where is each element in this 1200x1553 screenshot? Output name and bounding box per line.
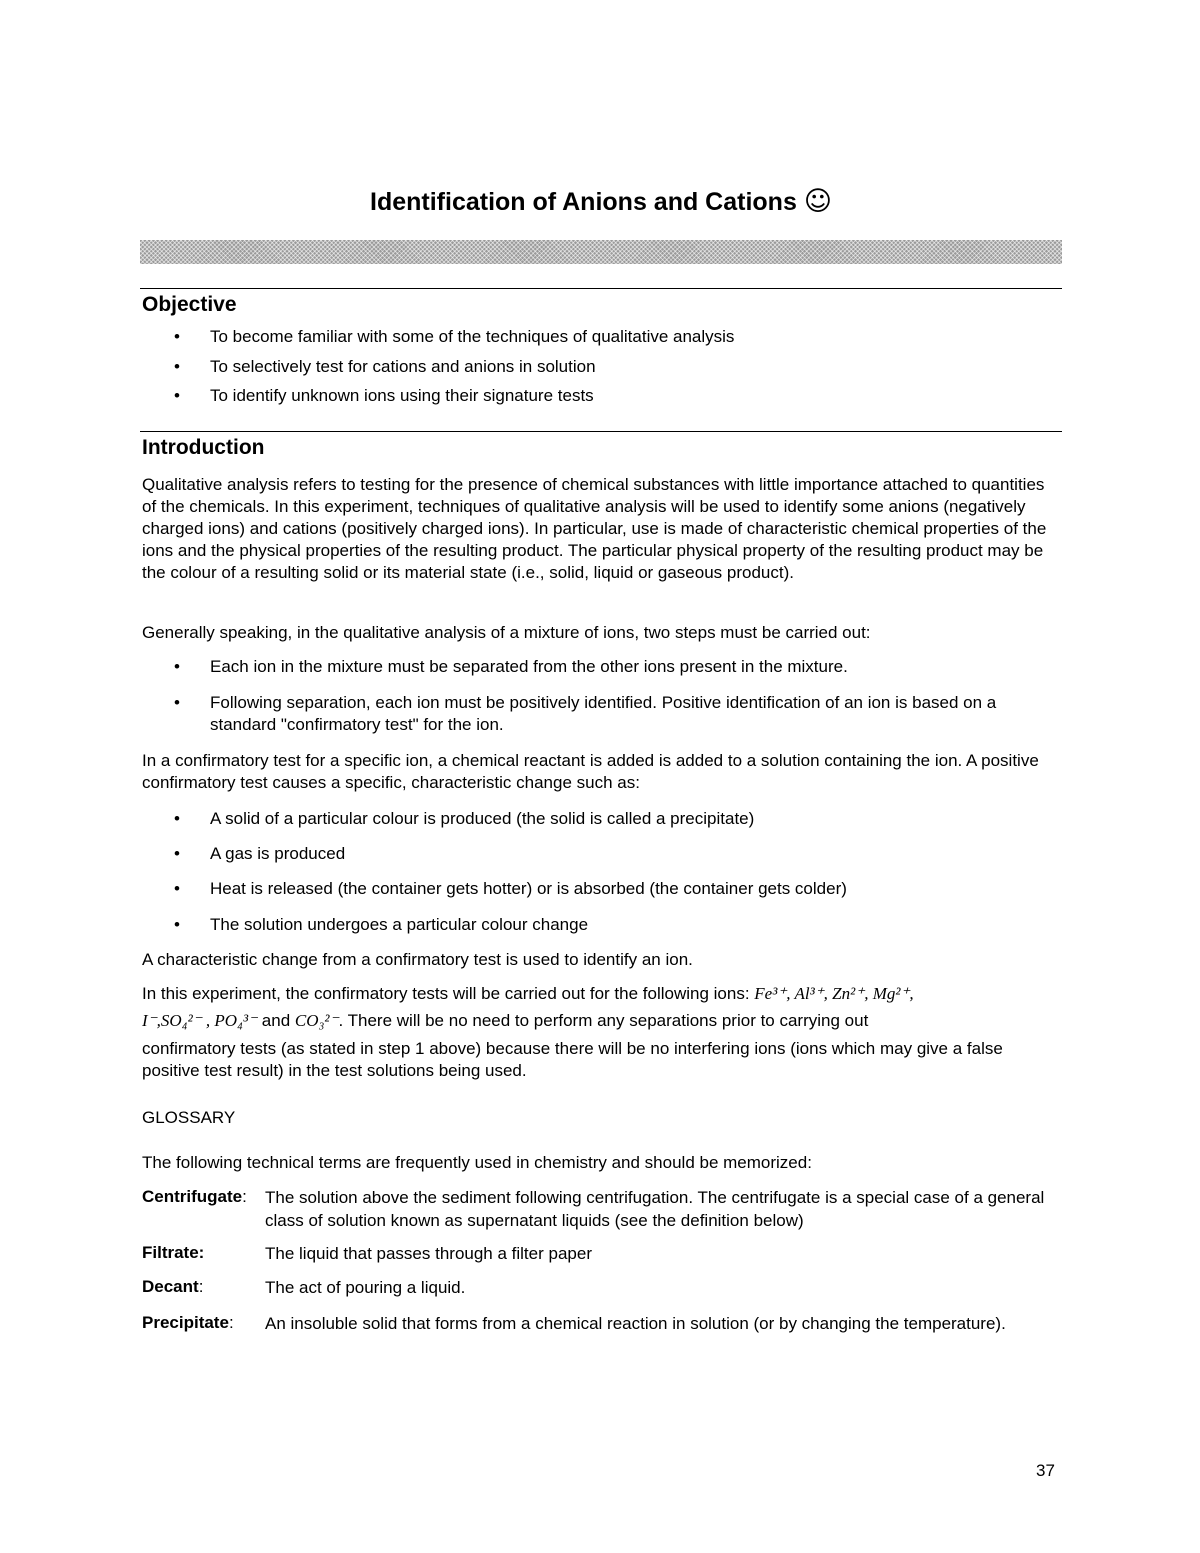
intro-paragraph: Qualitative analysis refers to testing for the presence of chemical substances with little importance attached to quantities of the chemicals. In this experiment, techniques of qualitative analysis will be used to identify some anions (negatively charged ions) and cations (positively charged ions). In particular, use is made of characteristic chemical properties of the ions and the physical properties of the resulting product. The particular physical property of the resulting product may be the colour of a resulting solid or its material state (i.e., solid, liquid or gaseous product). [142,475,1047,582]
objective-item: • To become familiar with some of the techniques of qualitative analysis [210,326,1060,348]
glossary-definition: The act of pouring a liquid. [265,1278,466,1297]
glossary-intro: The following technical terms are frequently used in chemistry and should be memorized: [142,1153,812,1172]
change-item: • A solid of a particular colour is produced (the solid is called a precipitate) [210,808,1060,830]
page-number: 37 [1036,1461,1055,1480]
carbonate-formula: CO₃²⁻ [294,1011,339,1030]
intro-paragraph: A characteristic change from a confirmatory test is used to identify an ion. [142,950,693,969]
change-item: • The solution undergoes a particular colour change [210,914,1060,936]
ions-paragraph-line [142,983,1057,1005]
ions-tail-text: . There will be no need to perform any separations prior to carrying out [338,1011,869,1030]
hatched-divider [140,240,1062,264]
section-rule [140,288,1062,289]
glossary-term: Filtrate: [142,1243,205,1262]
intro-paragraph: In a confirmatory test for a specific ion, a chemical reactant is added is added to a solution containing the ion. A positive confirmatory test causes a specific, characteristic change such as: [142,751,1039,792]
introduction-heading: Introduction [142,436,265,459]
objective-item: • To identify unknown ions using their signature tests [210,385,1060,407]
objective-heading: Objective [142,293,237,316]
glossary-definition: The solution above the sediment following centrifugation. The centrifugate is a special case of a general class of solution known as supernatant liquids (see the definition below) [265,1188,1045,1230]
glossary-term: Centrifugate: [142,1187,247,1206]
glossary-definition: An insoluble solid that forms from a chemical reaction in solution (or by changing the temperature). [265,1314,1006,1333]
ions-paragraph-line [142,1010,1057,1032]
step-item: • Each ion in the mixture must be separated from the other ions present in the mixture. [210,656,1060,678]
anion-formulas: I⁻,SO₄²⁻ , PO₄³⁻ [142,1011,258,1030]
step-item: • Following separation, each ion must be positively identified. Positive identification of an ion is based on a standard "confirmatory test" for the ion. [210,692,1060,736]
section-rule [140,431,1062,432]
change-item: • A gas is produced [210,843,1060,865]
intro-paragraph: Generally speaking, in the qualitative analysis of a mixture of ions, two steps must be carried out: [142,623,871,642]
and-text: and [261,1011,291,1030]
objective-item: • To selectively test for cations and anions in solution [210,356,1060,378]
change-item: • Heat is released (the container gets hotter) or is absorbed (the container gets colder) [210,878,1060,900]
page-title [140,186,1062,217]
glossary-term: Precipitate: [142,1313,234,1332]
glossary-term: Decant: [142,1277,204,1296]
glossary-definition: The liquid that passes through a filter paper [265,1244,592,1263]
glossary-heading: GLOSSARY [142,1108,236,1127]
title-text: Identification of Anions and Cations [370,188,797,216]
cation-formulas: Fe³⁺, Al³⁺, Zn²⁺, Mg²⁺, [754,984,914,1003]
smiley-icon: ☺ [803,186,832,217]
intro-paragraph: confirmatory tests (as stated in step 1 above) because there will be no interfering ions (ions which may give a false positive test result) in the test solutions being used. [142,1039,1003,1080]
ions-lead-text: In this experiment, the confirmatory tests will be carried out for the following ions: [142,984,750,1003]
